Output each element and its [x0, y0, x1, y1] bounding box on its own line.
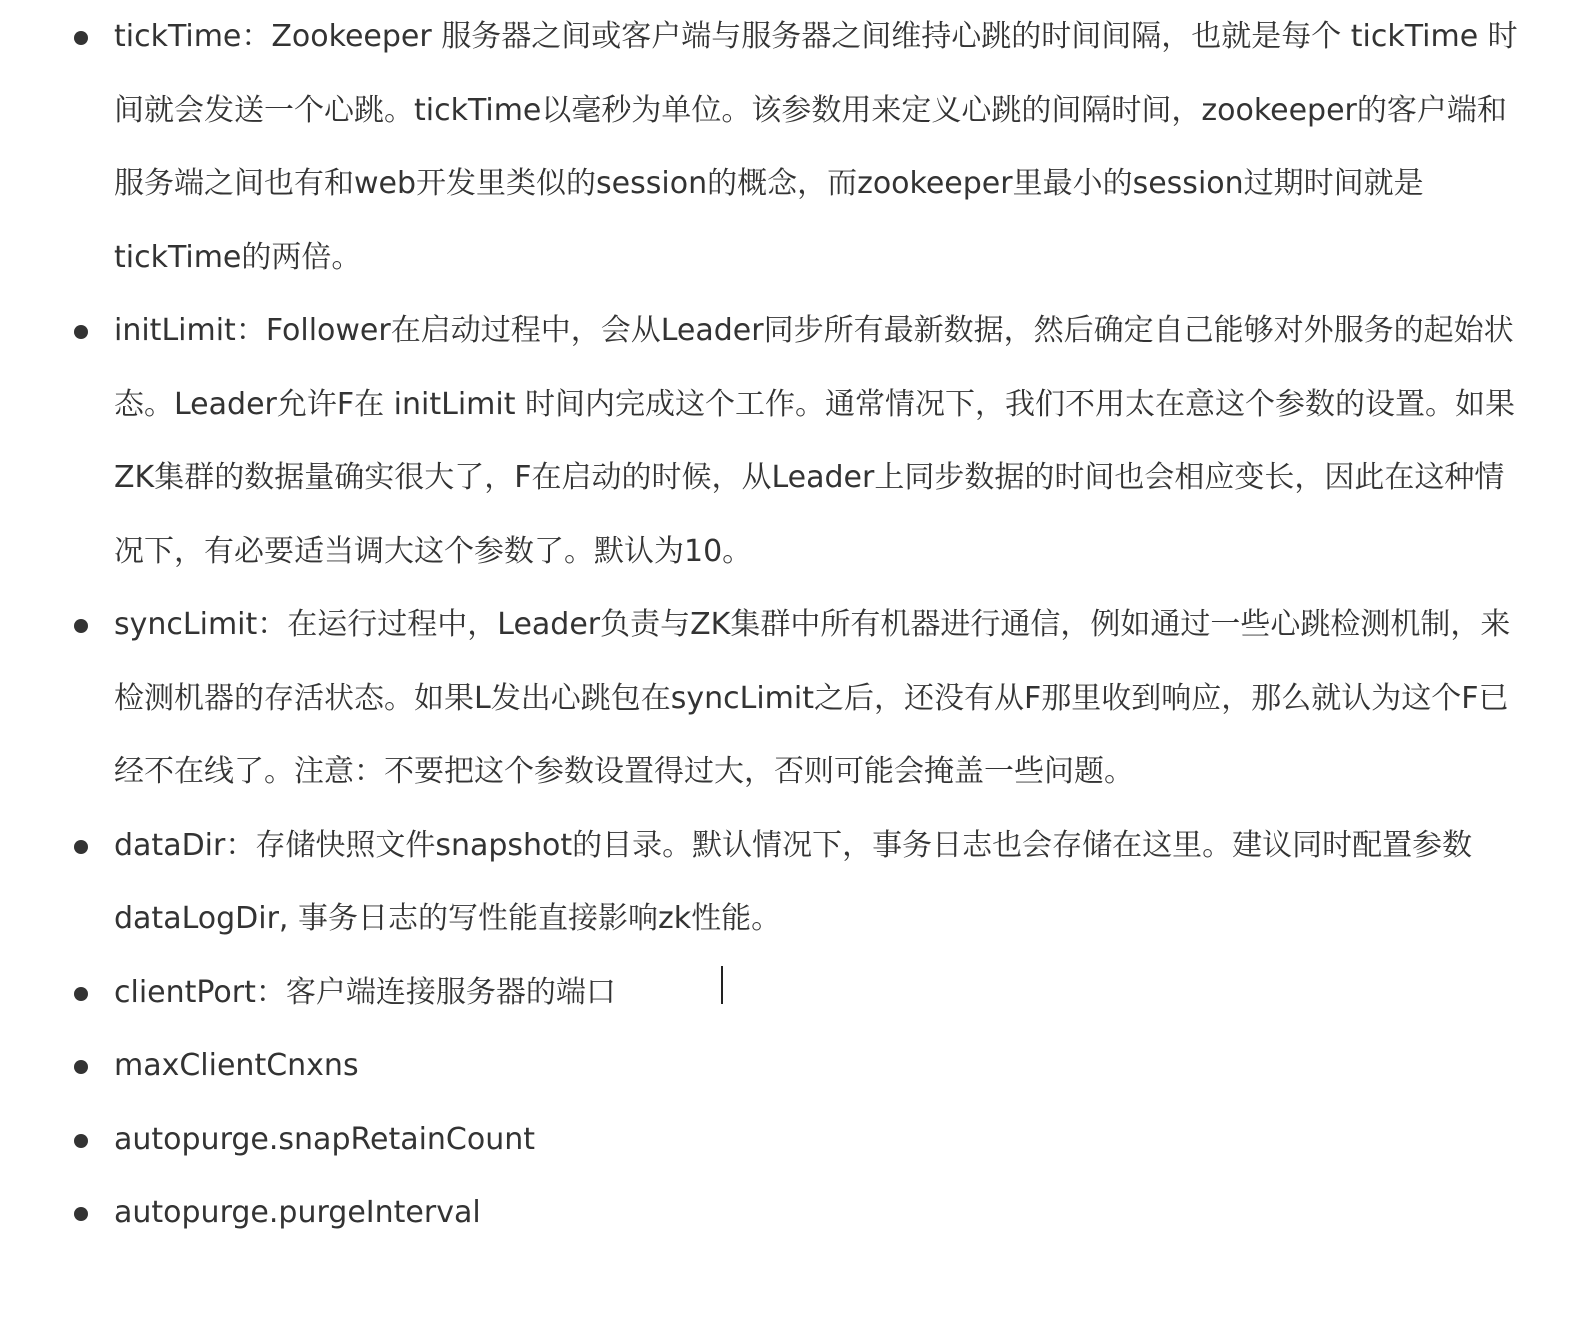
- bullet-icon: [74, 31, 88, 45]
- list-item-text: dataDir：存储快照文件snapshot的目录。默认情况下，事务日志也会存储在这里。建议同时配置参数dataLogDir, 事务日志的写性能直接影响zk性能。: [114, 827, 1473, 936]
- text-cursor: [721, 966, 723, 1004]
- list-item-text: autopurge.snapRetainCount: [114, 1121, 536, 1157]
- list-item-text: initLimit：Follower在启动过程中，会从Leader同步所有最新数据，然后确定自己能够对外服务的起始状态。Leader允许F在 initLimit 时间内完成这个工作。通常情况下，我们不用太在意这个参数的设置。如果ZK集群的数据量确实很大了，F在启动的时候，从Leader上同步数据的时间也会相应变长，因此在这种情况下，有必要适当调大这个参数了。默认为10。: [114, 313, 1516, 569]
- list-item-text: tickTime：Zookeeper 服务器之间或客户端与服务器之间维持心跳的时间间隔，也就是每个 tickTime 时间就会发送一个心跳。tickTime以毫秒为单位。该参数用来定义心跳的间隔时间，zookeeper的客户端和服务端之间也有和web开发里类似的session的概念，而zookeeper里最小的session过期时间就是tickTime的两倍。: [114, 19, 1518, 275]
- bullet-icon: [74, 987, 88, 1001]
- list-item-snapretaincount: [0, 1103, 1524, 1177]
- list-item-maxclientcnxns: [0, 1029, 1524, 1103]
- list-item-datadir: [0, 809, 1524, 956]
- list-item-purgeinterval: [0, 1176, 1524, 1250]
- list-item-ticktime: [0, 0, 1524, 294]
- list-item-text: autopurge.purgeInterval: [114, 1195, 481, 1230]
- list-item-clientport: [0, 956, 1524, 1030]
- bullet-icon: [74, 1060, 88, 1074]
- list-item-synclimit: [0, 588, 1524, 809]
- bullet-icon: [74, 840, 88, 854]
- list-item-text: clientPort：客户端连接服务器的端口: [114, 974, 616, 1010]
- list-item-initlimit: [0, 294, 1524, 588]
- list-item-text: maxClientCnxns: [114, 1048, 359, 1083]
- bullet-icon: [74, 1207, 88, 1221]
- bullet-icon: [74, 619, 88, 633]
- list-item-text: syncLimit：在运行过程中，Leader负责与ZK集群中所有机器进行通信，例如通过一些心跳检测机制，来检测机器的存活状态。如果L发出心跳包在syncLimit之后，还没有从F那里收到响应，那么就认为这个F已经不在线了。注意：不要把这个参数设置得过大，否则可能会掩盖一些问题。: [114, 607, 1511, 789]
- bullet-icon: [74, 1134, 88, 1148]
- bullet-icon: [74, 325, 88, 339]
